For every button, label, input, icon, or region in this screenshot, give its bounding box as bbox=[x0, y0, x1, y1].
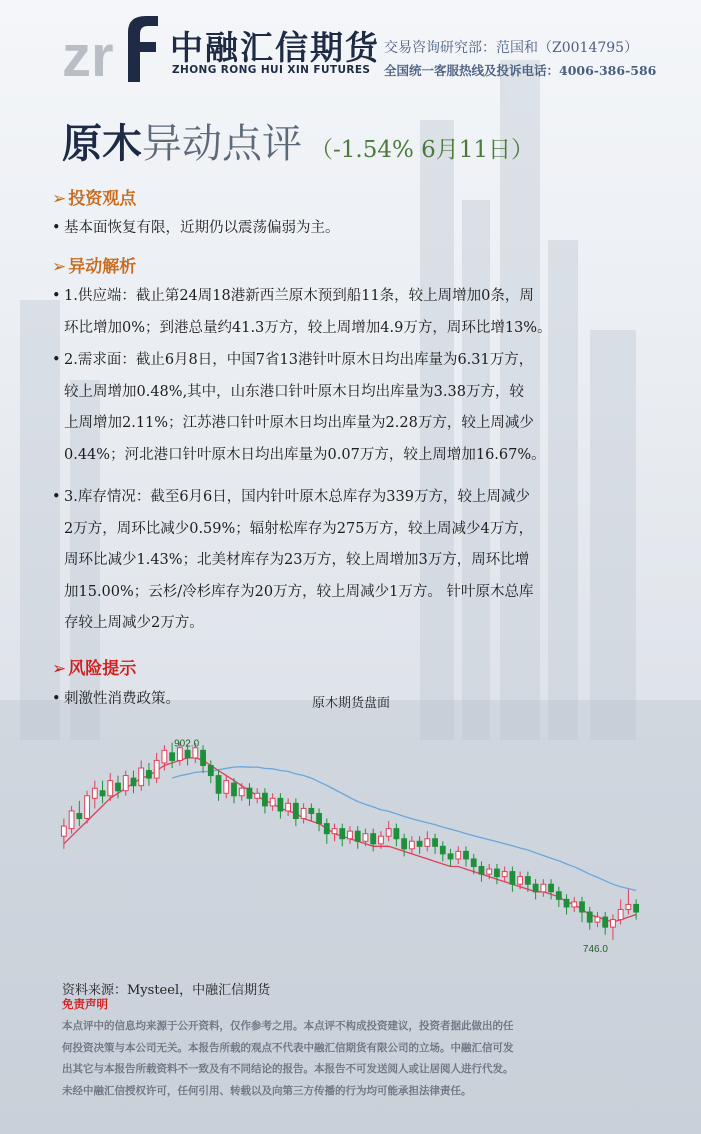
section-viewpoint-heading: ➢ 投资观点 bbox=[52, 189, 137, 209]
candle bbox=[456, 846, 461, 864]
candle bbox=[309, 803, 314, 821]
candle bbox=[603, 912, 608, 935]
title-product: 原木 bbox=[62, 120, 142, 167]
candle bbox=[448, 849, 453, 867]
candle bbox=[564, 894, 569, 914]
company-logo bbox=[62, 10, 162, 82]
candle bbox=[239, 783, 244, 801]
candle bbox=[92, 781, 97, 809]
candle bbox=[224, 776, 229, 799]
candle bbox=[123, 771, 128, 796]
page-header bbox=[0, 0, 701, 100]
candle bbox=[502, 867, 507, 882]
candle bbox=[355, 826, 360, 849]
candle bbox=[340, 824, 345, 847]
candle bbox=[611, 915, 616, 940]
disclaimer-title: 免责声明 bbox=[62, 997, 108, 1011]
candle bbox=[348, 826, 353, 844]
candle bbox=[69, 806, 74, 834]
candle bbox=[301, 803, 306, 823]
candle bbox=[131, 771, 136, 794]
candle bbox=[263, 788, 268, 813]
candle bbox=[541, 879, 546, 897]
chart-title: 原木期货盘面 bbox=[312, 696, 391, 711]
candle bbox=[154, 753, 159, 783]
candle bbox=[425, 831, 430, 851]
candle bbox=[216, 771, 221, 801]
page-title bbox=[62, 112, 534, 169]
arrow-icon: ➢ bbox=[52, 257, 67, 277]
candle bbox=[626, 889, 631, 914]
company-name-cn: 中融汇信期货 bbox=[170, 28, 380, 67]
candle bbox=[409, 836, 414, 854]
candle bbox=[317, 808, 322, 831]
candle bbox=[100, 781, 105, 804]
section-risk-heading: ➢ 风险提示 bbox=[52, 659, 137, 679]
candle bbox=[293, 798, 298, 826]
candle bbox=[510, 867, 515, 892]
max-price-label: 902.0 bbox=[174, 738, 200, 750]
contact-analyst: 交易咨询研究部：范国和（Z0014795） bbox=[384, 40, 639, 56]
candle bbox=[278, 793, 283, 818]
candle bbox=[270, 793, 275, 811]
candle bbox=[495, 864, 500, 884]
candle bbox=[433, 834, 438, 854]
analysis-demand: • 2.需求面：截止6月8日，中国7省13港针叶原木日均出库量为6.31万方， 较上周增加0.48%,其中，山东港口针叶原木日均出库量为3.38万方，较 上周增加2.11%；江苏港口针叶原木日均出库量为2.28万方，较上周减少 0.44%；河北港口针叶原木日均出库量为0.07万方，较上周增加16.67%。 bbox=[52, 345, 664, 471]
bullet-icon: • bbox=[52, 220, 61, 236]
arrow-icon: ➢ bbox=[52, 659, 67, 679]
candle bbox=[464, 846, 469, 866]
candle bbox=[147, 763, 152, 786]
candle bbox=[402, 834, 407, 857]
candle bbox=[371, 829, 376, 852]
title-change: （-1.54% 6月11日） bbox=[310, 137, 535, 163]
candle bbox=[634, 899, 639, 919]
bullet-icon: • bbox=[52, 489, 61, 505]
arrow-icon: ➢ bbox=[52, 189, 67, 209]
contact-hotline: 全国统一客服热线及投诉电话：4006-386-586 bbox=[384, 63, 657, 78]
bullet-icon: • bbox=[52, 352, 61, 368]
candle bbox=[386, 821, 391, 841]
candle bbox=[85, 791, 90, 824]
viewpoint-text: • 基本面恢复有限，近期仍以震荡偏弱为主。 bbox=[52, 213, 664, 245]
data-source: 资料来源：Mysteel，中融汇信期货 bbox=[62, 983, 271, 998]
svg-text:zr: zr bbox=[62, 24, 114, 82]
candle bbox=[394, 824, 399, 847]
candle bbox=[479, 861, 484, 881]
min-price-label: 746.0 bbox=[582, 943, 608, 955]
risk-text: • 刺激性消费政策。 bbox=[52, 684, 664, 716]
candle bbox=[286, 798, 291, 816]
bullet-icon: • bbox=[52, 691, 61, 707]
candle bbox=[247, 783, 252, 806]
candle bbox=[440, 841, 445, 861]
disclaimer-text: 本点评中的信息均来源于公开资料，仅作参考之用。本点评不构成投资建议，投资者据此做出的任 何投资决策与本公司无关。本报告所载的观点不代表中融汇信期货有限公司的立场。中融汇信可发 出其它与本报告所载资料不一致及有不同结论的报告。本报告不可发送阅人或让居阅人进行代发。 未经中融汇信授权许可，任何引用、转载以及向第三方传播的行为均可能承担法律责任。 bbox=[62, 1020, 514, 1097]
analysis-inventory: • 3.库存情况：截至6月6日，国内针叶原木总库存为339万方，较上周减少 2万方，周环比减少0.59%；辐射松库存为275万方，较上周减少4万方， 周环比减少1.43%；北美材库存为23万方，较上周增加3万方，周环比增 加15.00%；云杉/冷杉库存为20万方，较上周减少1万方。 针叶原木总库 存较上周减少2万方。 bbox=[52, 482, 664, 640]
candle bbox=[201, 745, 206, 773]
candle bbox=[533, 879, 538, 899]
candle bbox=[139, 760, 144, 790]
candle bbox=[77, 801, 82, 826]
candle bbox=[255, 788, 260, 803]
candlestick-chart bbox=[56, 690, 654, 982]
candle bbox=[332, 824, 337, 842]
candle bbox=[618, 899, 623, 924]
candle bbox=[587, 907, 592, 930]
candle bbox=[417, 836, 422, 854]
candle bbox=[324, 819, 329, 844]
candle bbox=[556, 887, 561, 907]
bullet-icon: • bbox=[52, 288, 61, 304]
section-analysis-heading: ➢ 异动解析 bbox=[52, 257, 137, 277]
analysis-supply: • 1.供应端：截止第24周18港新西兰原木预到船11条，较上周增加0条，周 环比增加0%；到港总量约41.3万方，较上周增加4.9万方，周环比增13%。 bbox=[52, 281, 664, 344]
title-type: 异动点评 bbox=[142, 121, 302, 167]
candle bbox=[61, 819, 66, 849]
candle bbox=[595, 912, 600, 927]
candle bbox=[572, 897, 577, 912]
company-name-en: ZHONG RONG HUI XIN FUTURES bbox=[172, 64, 371, 76]
candle bbox=[549, 879, 554, 899]
candle bbox=[580, 897, 585, 922]
